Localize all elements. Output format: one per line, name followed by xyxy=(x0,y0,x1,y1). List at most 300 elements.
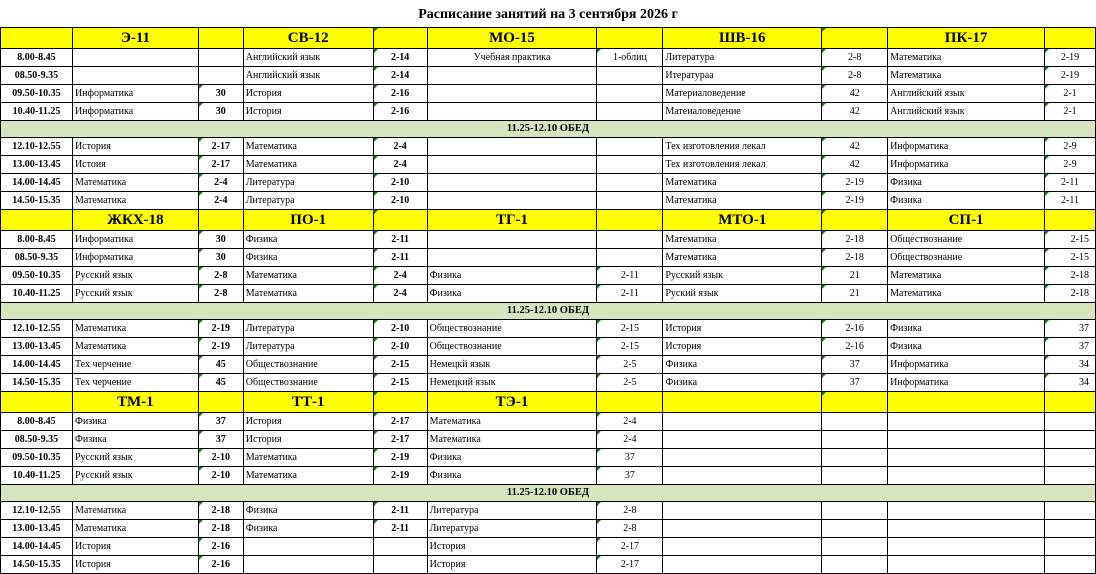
subject-cell[interactable]: Английский язык xyxy=(243,49,373,67)
subject-cell[interactable]: История xyxy=(243,85,373,103)
subject-cell[interactable]: Физика xyxy=(888,320,1045,338)
subject-cell[interactable]: Русский язык xyxy=(72,449,198,467)
room-cell[interactable] xyxy=(373,556,427,574)
subject-cell[interactable] xyxy=(243,538,373,556)
subject-cell[interactable]: Информатика xyxy=(888,138,1045,156)
room-cell[interactable] xyxy=(822,467,888,485)
subject-cell[interactable]: Русский язык xyxy=(663,267,822,285)
room-cell[interactable] xyxy=(1044,467,1095,485)
time-slot-cell[interactable]: 09.50-10.35 xyxy=(1,449,73,467)
subject-cell[interactable]: Физика xyxy=(888,338,1045,356)
subject-cell[interactable]: История xyxy=(72,138,198,156)
subject-cell[interactable]: Физика xyxy=(72,431,198,449)
room-cell[interactable] xyxy=(822,413,888,431)
room-cell[interactable]: 2-19 xyxy=(1044,67,1095,85)
room-cell[interactable]: 2-18 xyxy=(1044,285,1095,303)
subject-cell[interactable]: История xyxy=(243,431,373,449)
subject-cell[interactable] xyxy=(888,502,1045,520)
subject-cell[interactable] xyxy=(888,520,1045,538)
room-cell[interactable]: 2-11 xyxy=(373,231,427,249)
subject-cell[interactable]: Физика xyxy=(427,267,597,285)
time-slot-cell[interactable]: 14.00-14.45 xyxy=(1,174,73,192)
subject-cell[interactable]: Русский язык xyxy=(72,285,198,303)
time-slot-cell[interactable]: 8.00-8.45 xyxy=(1,231,73,249)
room-cell[interactable] xyxy=(1044,538,1095,556)
subject-cell[interactable] xyxy=(427,249,597,267)
group-name-cell[interactable]: ТТ-1 xyxy=(243,392,373,413)
room-cell[interactable] xyxy=(822,556,888,574)
room-cell[interactable]: 2-19 xyxy=(373,449,427,467)
subject-cell[interactable] xyxy=(427,103,597,121)
subject-cell[interactable]: Литература xyxy=(427,502,597,520)
room-cell[interactable]: 2-16 xyxy=(373,85,427,103)
subject-cell[interactable]: Физика xyxy=(663,356,822,374)
room-cell[interactable]: 2-15 xyxy=(373,374,427,392)
subject-cell[interactable] xyxy=(72,67,198,85)
subject-cell[interactable]: Английский язык xyxy=(888,103,1045,121)
subject-cell[interactable]: История xyxy=(663,320,822,338)
room-cell[interactable]: 2-16 xyxy=(198,538,243,556)
room-cell[interactable] xyxy=(597,174,663,192)
room-cell[interactable]: 2-4 xyxy=(198,174,243,192)
room-cell[interactable] xyxy=(198,67,243,85)
room-cell[interactable]: 2-10 xyxy=(198,467,243,485)
room-cell[interactable] xyxy=(597,138,663,156)
subject-cell[interactable]: Тех изготовления лекал xyxy=(663,156,822,174)
room-cell[interactable]: 2-10 xyxy=(373,192,427,210)
subject-cell[interactable]: Обществознание xyxy=(888,231,1045,249)
room-cell[interactable]: 2-19 xyxy=(1044,49,1095,67)
room-cell[interactable]: 2-16 xyxy=(822,338,888,356)
group-name-cell[interactable]: МО-15 xyxy=(427,28,597,49)
subject-cell[interactable]: Обществознание xyxy=(243,356,373,374)
group-header-room-cell[interactable] xyxy=(1044,392,1095,413)
subject-cell[interactable]: Математика xyxy=(243,156,373,174)
time-slot-cell[interactable]: 8.00-8.45 xyxy=(1,49,73,67)
room-cell[interactable]: 2-11 xyxy=(1044,192,1095,210)
time-slot-cell[interactable]: 14.00-14.45 xyxy=(1,356,73,374)
subject-cell[interactable]: Информатика xyxy=(72,103,198,121)
group-header-room-cell[interactable] xyxy=(198,210,243,231)
subject-cell[interactable]: Тех черчение xyxy=(72,356,198,374)
room-cell[interactable]: 34 xyxy=(1044,356,1095,374)
subject-cell[interactable]: Информатика xyxy=(72,85,198,103)
subject-cell[interactable]: Итератураа xyxy=(663,67,822,85)
subject-cell[interactable]: Тех изготовления лекал xyxy=(663,138,822,156)
subject-cell[interactable]: Литература xyxy=(427,520,597,538)
subject-cell[interactable]: Математика xyxy=(72,502,198,520)
group-name-cell[interactable]: ПК-17 xyxy=(888,28,1045,49)
room-cell[interactable]: 2-17 xyxy=(373,431,427,449)
subject-cell[interactable] xyxy=(427,156,597,174)
subject-cell[interactable]: Немецкий язык xyxy=(427,374,597,392)
room-cell[interactable]: 2-18 xyxy=(1044,267,1095,285)
time-slot-cell[interactable]: 13.00-13.45 xyxy=(1,338,73,356)
room-cell[interactable]: 42 xyxy=(822,138,888,156)
subject-cell[interactable] xyxy=(663,556,822,574)
group-header-room-cell[interactable] xyxy=(822,28,888,49)
group-header-room-cell[interactable] xyxy=(373,28,427,49)
group-name-cell[interactable]: Э-11 xyxy=(72,28,198,49)
subject-cell[interactable]: Математика xyxy=(888,67,1045,85)
room-cell[interactable]: 37 xyxy=(597,467,663,485)
room-cell[interactable]: 2-15 xyxy=(373,356,427,374)
room-cell[interactable]: 2-8 xyxy=(597,502,663,520)
subject-cell[interactable]: Английский язык xyxy=(888,85,1045,103)
room-cell[interactable] xyxy=(597,67,663,85)
room-cell[interactable]: 2-10 xyxy=(198,449,243,467)
group-name-cell[interactable]: ТМ-1 xyxy=(72,392,198,413)
lunch-break-cell[interactable]: 11.25-12.10 ОБЕД xyxy=(1,303,1096,320)
room-cell[interactable]: 2-9 xyxy=(1044,138,1095,156)
group-header-room-cell[interactable] xyxy=(822,392,888,413)
corner-cell[interactable] xyxy=(1,210,73,231)
room-cell[interactable]: 2-18 xyxy=(822,249,888,267)
subject-cell[interactable]: История xyxy=(243,103,373,121)
subject-cell[interactable]: Русский язык xyxy=(72,467,198,485)
room-cell[interactable]: 2-5 xyxy=(597,374,663,392)
time-slot-cell[interactable]: 08.50-9.35 xyxy=(1,431,73,449)
room-cell[interactable]: 2-18 xyxy=(198,520,243,538)
subject-cell[interactable]: История xyxy=(427,556,597,574)
subject-cell[interactable] xyxy=(888,449,1045,467)
room-cell[interactable]: 2-14 xyxy=(373,49,427,67)
group-name-cell[interactable]: ЖКХ-18 xyxy=(72,210,198,231)
room-cell[interactable]: 2-17 xyxy=(597,538,663,556)
subject-cell[interactable]: Литература xyxy=(243,192,373,210)
room-cell[interactable]: 2-8 xyxy=(822,49,888,67)
group-header-room-cell[interactable] xyxy=(1044,28,1095,49)
room-cell[interactable] xyxy=(1044,520,1095,538)
group-name-cell[interactable]: ТГ-1 xyxy=(427,210,597,231)
time-slot-cell[interactable]: 14.50-15.35 xyxy=(1,192,73,210)
room-cell[interactable]: 42 xyxy=(822,103,888,121)
room-cell[interactable]: 37 xyxy=(198,413,243,431)
room-cell[interactable]: 2-11 xyxy=(597,285,663,303)
room-cell[interactable] xyxy=(597,85,663,103)
room-cell[interactable]: 37 xyxy=(198,431,243,449)
subject-cell[interactable]: Математика xyxy=(72,174,198,192)
room-cell[interactable] xyxy=(822,520,888,538)
room-cell[interactable]: 2-19 xyxy=(198,338,243,356)
subject-cell[interactable]: Физика xyxy=(243,231,373,249)
subject-cell[interactable]: Математика xyxy=(663,174,822,192)
subject-cell[interactable]: Матеиаловедение xyxy=(663,103,822,121)
room-cell[interactable]: 37 xyxy=(1044,320,1095,338)
room-cell[interactable] xyxy=(597,231,663,249)
room-cell[interactable]: 37 xyxy=(1044,338,1095,356)
time-slot-cell[interactable]: 09.50-10.35 xyxy=(1,85,73,103)
room-cell[interactable]: 2-8 xyxy=(822,67,888,85)
room-cell[interactable] xyxy=(1044,413,1095,431)
subject-cell[interactable]: История xyxy=(243,413,373,431)
time-slot-cell[interactable]: 13.00-13.45 xyxy=(1,156,73,174)
group-name-cell[interactable]: СВ-12 xyxy=(243,28,373,49)
subject-cell[interactable]: Обществознание xyxy=(243,374,373,392)
subject-cell[interactable]: Математика xyxy=(243,267,373,285)
subject-cell[interactable]: Математика xyxy=(427,431,597,449)
room-cell[interactable]: 2-19 xyxy=(822,174,888,192)
room-cell[interactable]: 2-15 xyxy=(1044,249,1095,267)
room-cell[interactable]: 2-4 xyxy=(373,156,427,174)
room-cell[interactable]: 2-11 xyxy=(373,520,427,538)
room-cell[interactable] xyxy=(822,449,888,467)
room-cell[interactable]: 2-5 xyxy=(597,356,663,374)
room-cell[interactable]: 2-17 xyxy=(198,138,243,156)
subject-cell[interactable]: Тех черчение xyxy=(72,374,198,392)
room-cell[interactable]: 37 xyxy=(822,356,888,374)
time-slot-cell[interactable]: 10.40-11.25 xyxy=(1,103,73,121)
room-cell[interactable]: 1-облиц xyxy=(597,49,663,67)
subject-cell[interactable]: Математика xyxy=(888,285,1045,303)
room-cell[interactable] xyxy=(822,502,888,520)
room-cell[interactable]: 34 xyxy=(1044,374,1095,392)
subject-cell[interactable]: Информатика xyxy=(888,356,1045,374)
room-cell[interactable] xyxy=(597,192,663,210)
room-cell[interactable]: 2-18 xyxy=(822,231,888,249)
room-cell[interactable]: 42 xyxy=(822,85,888,103)
subject-cell[interactable]: Математика xyxy=(663,192,822,210)
subject-cell[interactable]: Литература xyxy=(663,49,822,67)
subject-cell[interactable]: Физика xyxy=(243,520,373,538)
room-cell[interactable] xyxy=(597,103,663,121)
group-name-cell[interactable] xyxy=(663,392,822,413)
group-header-room-cell[interactable] xyxy=(373,392,427,413)
group-header-room-cell[interactable] xyxy=(597,210,663,231)
subject-cell[interactable]: Руский язык xyxy=(663,285,822,303)
subject-cell[interactable]: Математика xyxy=(243,138,373,156)
room-cell[interactable]: 2-11 xyxy=(373,249,427,267)
group-header-room-cell[interactable] xyxy=(198,28,243,49)
subject-cell[interactable] xyxy=(427,67,597,85)
subject-cell[interactable] xyxy=(663,520,822,538)
subject-cell[interactable] xyxy=(663,431,822,449)
subject-cell[interactable]: Физика xyxy=(427,449,597,467)
time-slot-cell[interactable]: 12.10-12.55 xyxy=(1,502,73,520)
subject-cell[interactable]: Математика xyxy=(72,520,198,538)
subject-cell[interactable]: Обществознание xyxy=(427,320,597,338)
group-header-room-cell[interactable] xyxy=(597,28,663,49)
subject-cell[interactable]: Информатика xyxy=(888,156,1045,174)
subject-cell[interactable] xyxy=(427,192,597,210)
subject-cell[interactable]: Математика xyxy=(663,249,822,267)
subject-cell[interactable]: Английский язык xyxy=(243,67,373,85)
time-slot-cell[interactable]: 09.50-10.35 xyxy=(1,267,73,285)
subject-cell[interactable]: Литература xyxy=(243,338,373,356)
room-cell[interactable]: 2-19 xyxy=(822,192,888,210)
subject-cell[interactable]: История xyxy=(72,556,198,574)
room-cell[interactable]: 2-15 xyxy=(597,338,663,356)
subject-cell[interactable]: История xyxy=(427,538,597,556)
room-cell[interactable]: 2-17 xyxy=(198,156,243,174)
subject-cell[interactable]: Информатика xyxy=(72,249,198,267)
room-cell[interactable]: 2-10 xyxy=(373,320,427,338)
room-cell[interactable]: 2-8 xyxy=(198,285,243,303)
lunch-break-cell[interactable]: 11.25-12.10 ОБЕД xyxy=(1,121,1096,138)
time-slot-cell[interactable]: 08.50-9.35 xyxy=(1,67,73,85)
room-cell[interactable]: 21 xyxy=(822,267,888,285)
room-cell[interactable]: 2-8 xyxy=(198,267,243,285)
subject-cell[interactable] xyxy=(72,49,198,67)
subject-cell[interactable]: История xyxy=(663,338,822,356)
subject-cell[interactable]: Физика xyxy=(72,413,198,431)
group-name-cell[interactable]: ШВ-16 xyxy=(663,28,822,49)
room-cell[interactable]: 45 xyxy=(198,374,243,392)
subject-cell[interactable]: Немецкй язык xyxy=(427,356,597,374)
subject-cell[interactable]: Истоия xyxy=(72,156,198,174)
subject-cell[interactable]: Физика xyxy=(427,285,597,303)
subject-cell[interactable]: Физика xyxy=(243,502,373,520)
group-name-cell[interactable] xyxy=(888,392,1045,413)
subject-cell[interactable]: Математика xyxy=(72,338,198,356)
subject-cell[interactable] xyxy=(663,538,822,556)
room-cell[interactable] xyxy=(597,156,663,174)
room-cell[interactable]: 2-11 xyxy=(373,502,427,520)
room-cell[interactable]: 2-17 xyxy=(597,556,663,574)
time-slot-cell[interactable]: 14.00-14.45 xyxy=(1,538,73,556)
subject-cell[interactable] xyxy=(427,85,597,103)
subject-cell[interactable]: Материаловедение xyxy=(663,85,822,103)
room-cell[interactable]: 2-10 xyxy=(373,174,427,192)
room-cell[interactable]: 2-4 xyxy=(373,285,427,303)
room-cell[interactable]: 2-1 xyxy=(1044,85,1095,103)
room-cell[interactable]: 2-4 xyxy=(597,431,663,449)
room-cell[interactable] xyxy=(597,249,663,267)
subject-cell[interactable]: Русский язык xyxy=(72,267,198,285)
group-header-room-cell[interactable] xyxy=(1044,210,1095,231)
subject-cell[interactable] xyxy=(663,413,822,431)
time-slot-cell[interactable]: 8.00-8.45 xyxy=(1,413,73,431)
room-cell[interactable] xyxy=(198,49,243,67)
room-cell[interactable]: 2-19 xyxy=(373,467,427,485)
group-header-room-cell[interactable] xyxy=(198,392,243,413)
room-cell[interactable] xyxy=(1044,449,1095,467)
room-cell[interactable]: 2-18 xyxy=(198,502,243,520)
room-cell[interactable]: 2-15 xyxy=(1044,231,1095,249)
room-cell[interactable]: 30 xyxy=(198,103,243,121)
room-cell[interactable]: 30 xyxy=(198,249,243,267)
room-cell[interactable] xyxy=(1044,431,1095,449)
room-cell[interactable]: 2-1 xyxy=(1044,103,1095,121)
room-cell[interactable]: 2-14 xyxy=(373,67,427,85)
group-name-cell[interactable]: МТО-1 xyxy=(663,210,822,231)
subject-cell[interactable]: Информатика xyxy=(888,374,1045,392)
group-header-room-cell[interactable] xyxy=(822,210,888,231)
room-cell[interactable]: 21 xyxy=(822,285,888,303)
room-cell[interactable]: 37 xyxy=(822,374,888,392)
subject-cell[interactable]: Физика xyxy=(663,374,822,392)
subject-cell[interactable]: Литература xyxy=(243,174,373,192)
subject-cell[interactable] xyxy=(243,556,373,574)
group-name-cell[interactable]: ТЭ-1 xyxy=(427,392,597,413)
time-slot-cell[interactable]: 08.50-9.35 xyxy=(1,249,73,267)
room-cell[interactable]: 2-16 xyxy=(822,320,888,338)
group-header-room-cell[interactable] xyxy=(597,392,663,413)
subject-cell[interactable]: Обществознание xyxy=(427,338,597,356)
room-cell[interactable]: 2-4 xyxy=(373,267,427,285)
time-slot-cell[interactable]: 14.50-15.35 xyxy=(1,556,73,574)
subject-cell[interactable]: Математика xyxy=(243,467,373,485)
room-cell[interactable]: 2-10 xyxy=(373,338,427,356)
room-cell[interactable]: 30 xyxy=(198,85,243,103)
subject-cell[interactable]: Физика xyxy=(243,249,373,267)
subject-cell[interactable] xyxy=(888,467,1045,485)
subject-cell[interactable] xyxy=(888,413,1045,431)
subject-cell[interactable]: Математика xyxy=(72,320,198,338)
subject-cell[interactable] xyxy=(427,231,597,249)
room-cell[interactable]: 37 xyxy=(597,449,663,467)
subject-cell[interactable]: Учебная практика xyxy=(427,49,597,67)
room-cell[interactable]: 30 xyxy=(198,231,243,249)
subject-cell[interactable]: Математика xyxy=(888,267,1045,285)
lunch-break-cell[interactable]: 11.25-12.10 ОБЕД xyxy=(1,485,1096,502)
subject-cell[interactable]: Математика xyxy=(72,192,198,210)
subject-cell[interactable] xyxy=(888,556,1045,574)
room-cell[interactable]: 2-8 xyxy=(597,520,663,538)
room-cell[interactable]: 42 xyxy=(822,156,888,174)
subject-cell[interactable]: История xyxy=(72,538,198,556)
room-cell[interactable] xyxy=(1044,502,1095,520)
subject-cell[interactable]: Математика xyxy=(888,49,1045,67)
room-cell[interactable] xyxy=(373,538,427,556)
room-cell[interactable]: 2-19 xyxy=(198,320,243,338)
time-slot-cell[interactable]: 12.10-12.55 xyxy=(1,320,73,338)
time-slot-cell[interactable]: 14.50-15.35 xyxy=(1,374,73,392)
room-cell[interactable] xyxy=(1044,556,1095,574)
room-cell[interactable]: 45 xyxy=(198,356,243,374)
room-cell[interactable]: 2-16 xyxy=(373,103,427,121)
subject-cell[interactable]: Литература xyxy=(243,320,373,338)
room-cell[interactable]: 2-11 xyxy=(597,267,663,285)
room-cell[interactable]: 2-17 xyxy=(373,413,427,431)
subject-cell[interactable] xyxy=(663,449,822,467)
time-slot-cell[interactable]: 13.00-13.45 xyxy=(1,520,73,538)
subject-cell[interactable]: Информатика xyxy=(72,231,198,249)
group-name-cell[interactable]: ПО-1 xyxy=(243,210,373,231)
subject-cell[interactable]: Физика xyxy=(888,174,1045,192)
room-cell[interactable]: 2-4 xyxy=(373,138,427,156)
room-cell[interactable] xyxy=(822,431,888,449)
subject-cell[interactable]: Математика xyxy=(243,285,373,303)
group-header-room-cell[interactable] xyxy=(373,210,427,231)
time-slot-cell[interactable]: 10.40-11.25 xyxy=(1,467,73,485)
subject-cell[interactable] xyxy=(663,467,822,485)
subject-cell[interactable]: Математика xyxy=(663,231,822,249)
room-cell[interactable]: 2-4 xyxy=(597,413,663,431)
corner-cell[interactable] xyxy=(1,392,73,413)
room-cell[interactable] xyxy=(822,538,888,556)
subject-cell[interactable] xyxy=(888,538,1045,556)
subject-cell[interactable]: Математика xyxy=(243,449,373,467)
subject-cell[interactable] xyxy=(427,174,597,192)
subject-cell[interactable]: Обществознание xyxy=(888,249,1045,267)
group-name-cell[interactable]: СП-1 xyxy=(888,210,1045,231)
subject-cell[interactable] xyxy=(888,431,1045,449)
room-cell[interactable]: 2-4 xyxy=(198,192,243,210)
subject-cell[interactable]: Физика xyxy=(888,192,1045,210)
subject-cell[interactable] xyxy=(663,502,822,520)
subject-cell[interactable]: Физика xyxy=(427,467,597,485)
room-cell[interactable]: 2-9 xyxy=(1044,156,1095,174)
room-cell[interactable]: 2-11 xyxy=(1044,174,1095,192)
subject-cell[interactable]: Математика xyxy=(427,413,597,431)
room-cell[interactable]: 2-16 xyxy=(198,556,243,574)
corner-cell[interactable] xyxy=(1,28,73,49)
subject-cell[interactable] xyxy=(427,138,597,156)
time-slot-cell[interactable]: 10.40-11.25 xyxy=(1,285,73,303)
room-cell[interactable]: 2-15 xyxy=(597,320,663,338)
time-slot-cell[interactable]: 12.10-12.55 xyxy=(1,138,73,156)
